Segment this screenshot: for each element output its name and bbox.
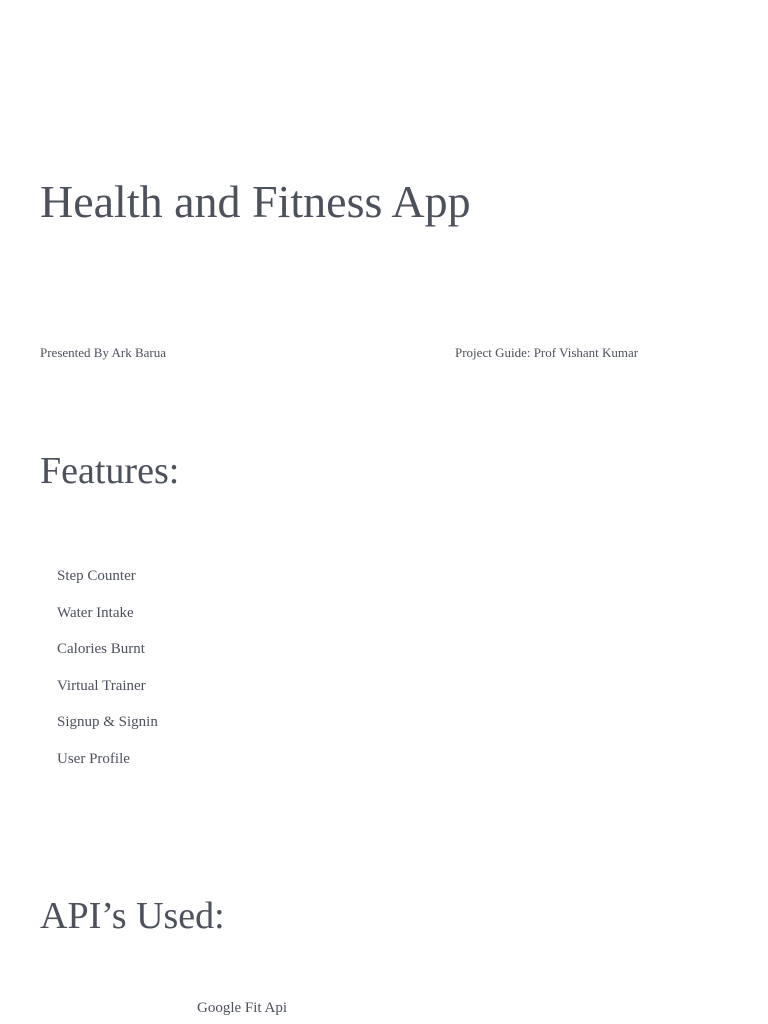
features-list [57, 565, 158, 784]
apis-heading: API’s Used: [40, 895, 225, 937]
apis-list [197, 997, 287, 1019]
project-guide-credit: Project Guide: Prof Vishant Kumar [455, 345, 639, 360]
feature-item-user-profile: User Profile [57, 750, 130, 767]
api-item-google-fit: Google Fit Api [197, 1000, 288, 1016]
feature-item-virtual-trainer: Virtual Trainer [57, 677, 146, 694]
features-heading: Features: [40, 450, 180, 492]
feature-item-step-counter: Step Counter [57, 568, 136, 584]
feature-item-signup-signin: Signup & Signin [57, 714, 158, 730]
page-title: Health and Fitness App [40, 176, 471, 227]
feature-item-calories-burnt: Calories Burnt [57, 641, 145, 657]
feature-item-water-intake: Water Intake [57, 604, 134, 621]
presenter-credit: Presented By Ark Barua [40, 345, 167, 360]
